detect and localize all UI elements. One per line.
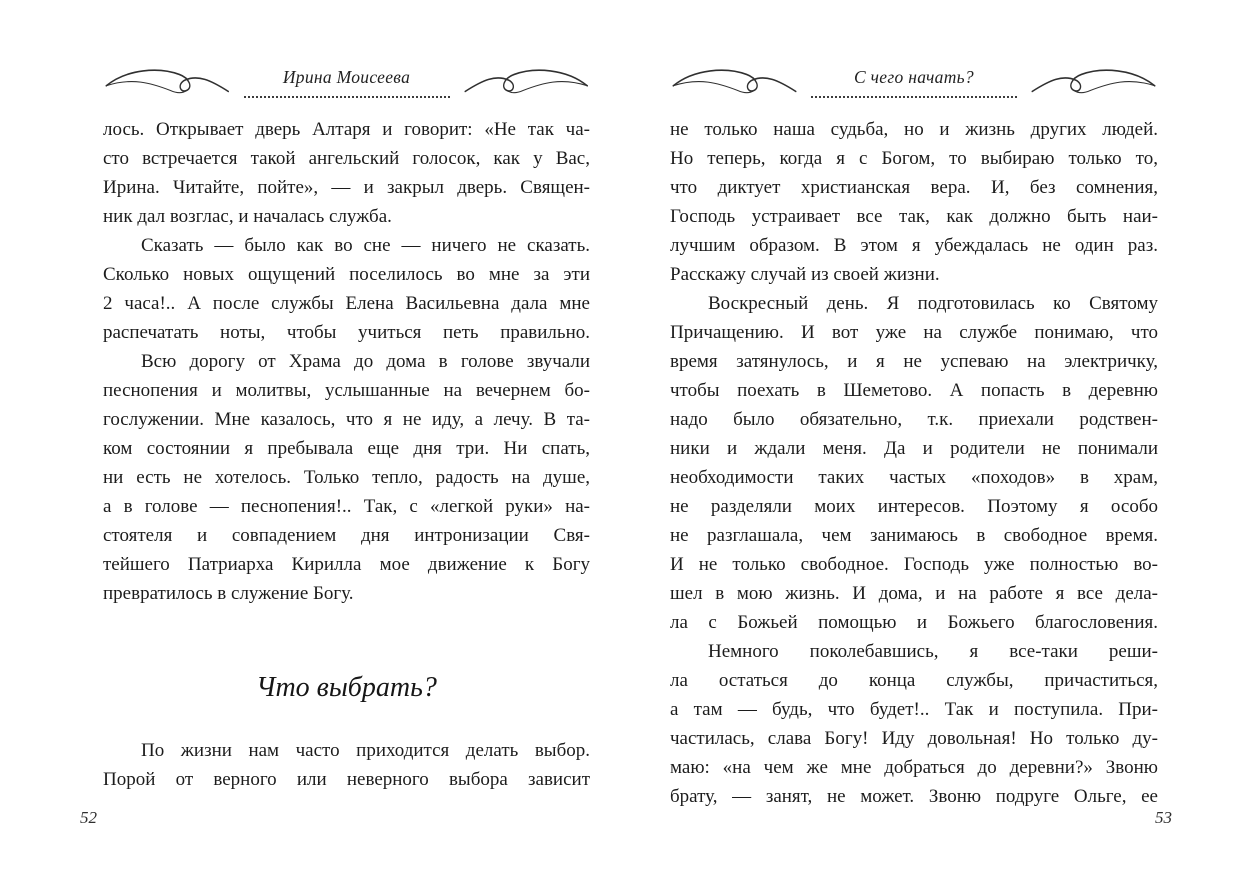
text-line: а там — будь, что будет!.. Так и поступила. При- xyxy=(670,699,1158,720)
text-line: Расскажу случай из своей жизни. xyxy=(670,264,940,285)
running-title-chapter: С чего начать? xyxy=(854,66,974,87)
text-line: Сколько новых ощущений поселилось во мне за эти xyxy=(103,264,590,285)
text-line: лучшим образом. В этом я убеждалась не один раз. xyxy=(670,235,1158,256)
flourish-left-icon xyxy=(103,65,232,99)
text-line: тейшего Патриарха Кирилла мое движение к Богу xyxy=(103,554,590,575)
text-line: Немного поколебавшись, я все-таки реши- xyxy=(708,641,1158,662)
text-line: а в голове — песнопения!.. Так, с «легкой руки» на- xyxy=(103,496,590,517)
paragraph xyxy=(103,115,590,231)
text-line: что диктует христианская вера. И, без сомнения, xyxy=(670,177,1158,198)
left-page-body xyxy=(103,115,590,794)
left-header-center xyxy=(232,67,462,98)
text-line: ни есть не хотелось. Только тепло, радость на душе, xyxy=(103,467,590,488)
text-line: необходимости таких частых «походов» в храм, xyxy=(670,467,1158,488)
chapter-heading: Что выбрать? xyxy=(256,672,437,703)
page-right xyxy=(670,58,1158,811)
dotted-rule xyxy=(244,91,450,98)
text-line: частилась, слава Богу! Иду довольная! Но только ду- xyxy=(670,728,1158,749)
text-line: Всю дорогу от Храма до дома в голове звучали xyxy=(141,351,590,372)
text-line: лось. Открывает дверь Алтаря и говорит: «Не так ча- xyxy=(103,119,590,140)
text-line: ник дал возглас, и началась служба. xyxy=(103,206,392,227)
text-line: 2 часа!.. А после службы Елена Васильевна дала мне xyxy=(103,293,590,314)
text-line: Сказать — было как во сне — ничего не сказать. xyxy=(141,235,590,256)
text-line: ла с Божьей помощью и Божьего благословения. xyxy=(670,612,1158,633)
paragraph xyxy=(103,231,590,347)
paragraph xyxy=(670,637,1158,811)
text-line: ла остаться до конца службы, причаститься, xyxy=(670,670,1158,691)
text-line: Порой от верного или неверного выбора зависит xyxy=(103,769,590,790)
text-line: Ирина. Читайте, пойте», — и закрыл дверь. Священ- xyxy=(103,177,590,198)
text-line: превратилось в служение Богу. xyxy=(103,583,354,604)
text-line: шел в мою жизнь. И дома, и на работе я все дела- xyxy=(670,583,1158,604)
page-number-right: 53 xyxy=(1155,808,1172,827)
dotted-rule xyxy=(811,91,1017,98)
text-line: И не только свободное. Господь уже полностью во- xyxy=(670,554,1158,575)
right-page-body xyxy=(670,115,1158,811)
paragraph xyxy=(670,115,1158,289)
right-header-center xyxy=(799,67,1029,98)
running-title-author: Ирина Моисеева xyxy=(282,66,411,87)
text-line: стоятеля и совпадением дня интронизации Свя- xyxy=(103,525,590,546)
flourish-left-icon xyxy=(670,65,799,99)
text-line: Причащению. И вот уже на службе понимаю, что xyxy=(670,322,1158,343)
flourish-right-icon xyxy=(462,65,591,99)
text-line: сто встречается такой ангельский голосок, как у Вас, xyxy=(103,148,590,169)
text-line: надо было обязательно, т.к. приехали родствен- xyxy=(670,409,1158,430)
text-line: По жизни нам часто приходится делать выбор. xyxy=(141,740,590,761)
text-line: чтобы поехать в Шеметово. А попасть в деревню xyxy=(670,380,1158,401)
text-line: Воскресный день. Я подготовилась ко Святому xyxy=(708,293,1158,314)
text-line: маю: «на чем же мне добраться до деревни?» Звоню xyxy=(670,757,1158,778)
left-page-header xyxy=(103,58,590,106)
page-number-left: 52 xyxy=(80,808,97,827)
text-line: не разглашала, чем занимаюсь в свободное время. xyxy=(670,525,1158,546)
text-line: не только наша судьба, но и жизнь других людей. xyxy=(670,119,1158,140)
text-line: Господь устраивает все так, как должно быть наи- xyxy=(670,206,1158,227)
page-left xyxy=(103,58,590,794)
text-line: ком состоянии я пребывала еще дня три. Ни спать, xyxy=(103,438,590,459)
paragraph xyxy=(103,736,590,794)
text-line: время затянулось, и я не успеваю на электричку, xyxy=(670,351,1158,372)
right-page-header xyxy=(670,58,1158,106)
paragraph xyxy=(103,347,590,608)
text-line: ники и ждали меня. Да и родители не понимали xyxy=(670,438,1158,459)
text-line: песнопения и молитвы, услышанные на вечернем бо- xyxy=(103,380,590,401)
text-line: распечатать ноты, чтобы учиться петь правильно. xyxy=(103,322,590,343)
paragraph xyxy=(670,289,1158,637)
text-line: гослужении. Мне казалось, что я не иду, а лечу. В та- xyxy=(103,409,590,430)
text-line: брату, — занят, не может. Звоню подруге Ольге, ее xyxy=(670,786,1158,807)
text-line: не разделяли моих интересов. Поэтому я особо xyxy=(670,496,1158,517)
flourish-right-icon xyxy=(1029,65,1158,99)
text-line: Но теперь, когда я с Богом, то выбираю только то, xyxy=(670,148,1158,169)
